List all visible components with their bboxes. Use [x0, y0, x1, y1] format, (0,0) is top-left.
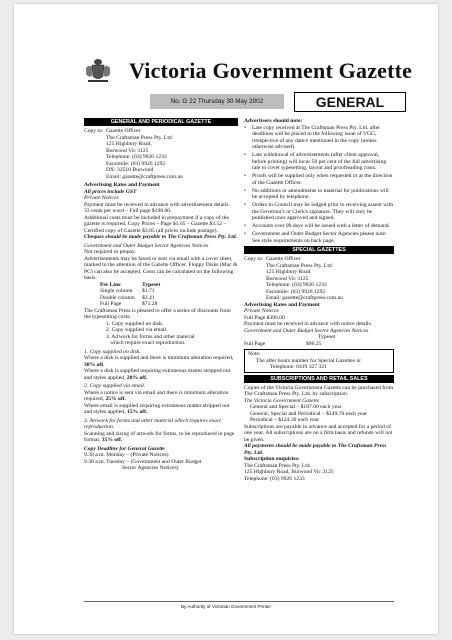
enquiries-heading: Subscription enquiries:: [244, 456, 300, 462]
advertiser-note: [244, 202, 394, 222]
advertiser-note-text: Government and Outer Budget Sector Agencies please note: See style requirements on back page.: [252, 231, 387, 244]
enquiries-line: 125 Highbury Road, Burwood Vic 3125: [244, 469, 334, 475]
rate-table-cell: $3.41: [142, 294, 155, 301]
advertiser-note-text: Proofs will be supplied only when requested or at the direction of the Gazette Officer.: [252, 173, 393, 186]
cover-sheet-text: Advertisements may be faxed or sent via email with a cover sheet, marked to the attention of the Gazette Officer. Floppy Disks (Mac & PC) can also be accepted. Costs can be calculated on the following basis:: [84, 255, 238, 281]
special-full-page: Full Page $396.00: [244, 314, 285, 321]
copy-to-block: [84, 128, 238, 180]
special-gazettes-header: SPECIAL GAZETTES: [244, 246, 394, 254]
discount-intro: The Craftsman Press is pleased to offer a series of discounts from the typesetting costs:: [84, 307, 231, 320]
rate-table-cell: $1.71: [142, 288, 155, 294]
subscriptions-title: The Victoria Government Gazette: [244, 397, 320, 404]
note-label: Note:: [248, 351, 261, 357]
email-discount-b-value: 15% off.: [126, 409, 148, 415]
advertiser-note-text: Late copy received at The Craftsman Press Pty. Ltd. after deadlines will be placed in the following issue of VGG, irrespective of any date/s mentioned in the copy (unless otherwise advised).: [252, 124, 380, 150]
discount-item: 2. Copy supplied via email.: [106, 327, 168, 333]
copy-to-address: [106, 128, 183, 180]
bullet-icon: •: [244, 152, 246, 158]
advertiser-note: [244, 152, 394, 172]
advertiser-note: [244, 125, 394, 151]
footer-authority: By Authority of Victorian Government Printer: [180, 604, 272, 609]
left-column: [84, 118, 238, 472]
additional-costs: Additional costs must be included in prepayment if a copy of the gazette is required. Copy Prices – Page $1.65 – Gazette $3.52 – Certified copy of Gazette $3.85 (all prices include postage).: [84, 214, 229, 234]
disk-discount-b-text: Where a disk is supplied requiring extraneous matter stripped out and styles applied,: [84, 368, 231, 381]
bullet-icon: •: [244, 124, 246, 131]
address-line: 125 Highbury Road: [266, 269, 311, 275]
section-label: GENERAL: [294, 92, 406, 112]
special-govt-notices: Government and Outer Budget Sector Agencies Notices: [244, 327, 369, 334]
govt-notices-label: Government and Outer Budget Sector Agencies Notices: [84, 242, 209, 249]
rate-table-cell: $71.28: [142, 301, 158, 307]
bullet-icon: •: [244, 187, 246, 194]
private-notices-text: Payment must be received in advance with advertisement details.: [84, 201, 230, 208]
not-required-text: Not required to prepay.: [84, 249, 136, 255]
subscriptions-header: SUBSCRIPTIONS AND RETAIL SALES: [244, 375, 394, 383]
address-line: Facsimile: (03) 9926 1292: [106, 160, 166, 167]
subscriptions-payable: Subscriptions are payable in advance and accepted for a period of one year. All subscriptions are on a firm basis and refunds will not be given.: [244, 423, 393, 443]
subscription-line: General, Special and Periodical – $249.70 each year: [250, 410, 367, 417]
advertiser-note: [244, 231, 394, 244]
artwork-discount-value: 35% off.: [101, 437, 123, 443]
deadline-line-cont: Sector Agencies Notices): [122, 465, 179, 471]
special-typeset-label: Typeset: [318, 334, 336, 340]
rate-table-header: Per Line: [100, 281, 121, 288]
cheques-note: Cheques should be made payable to The Craftsman Press Pty. Ltd.: [84, 234, 237, 240]
subscription-line: General and Special – $187.00 each year: [250, 404, 342, 410]
address-line: DX: 32510 Burwood: [106, 167, 154, 173]
address-line: Gazette Officer: [266, 256, 301, 262]
rate-table-cell: Full Page: [100, 301, 122, 307]
disk-discount-a-text: Where a disk is supplied and there is minimum alteration required,: [84, 355, 234, 361]
email-discount-a-value: 25% off.: [105, 396, 126, 402]
subscription-line: Periodical – $124.30 each year: [250, 417, 320, 423]
address-line: The Craftsman Press Pty. Ltd.: [106, 134, 174, 141]
advertiser-note: [244, 188, 394, 201]
email-discount-a-text: Where a notice is sent via email and there is minimum alteration required,: [84, 389, 229, 402]
bullet-icon: •: [244, 223, 246, 229]
after-hours-text: The after hours number for Special Gazettes is:: [256, 357, 362, 364]
artwork-discount-heading: 3. Artwork for forms and other material which requires exact reproduction.: [84, 417, 221, 430]
full-page-label: Full Page: [244, 340, 266, 347]
address-line: 125 Highbury Road,: [106, 141, 152, 147]
after-hours-note: [244, 349, 394, 373]
after-hours-phone: Telephone: 0419 327 321: [270, 364, 327, 370]
advertisers-heading: Advertisers should note:: [244, 118, 303, 124]
advertiser-note: [244, 223, 394, 230]
special-rates-heading: Advertising Rates and Payment: [244, 301, 320, 308]
special-copy-to-block: [244, 256, 394, 302]
address-line: Facsimile: (03) 9926 1292: [266, 288, 326, 295]
disk-discount-b: [84, 368, 238, 381]
disk-discount-b-value: 20% off.: [126, 374, 148, 381]
discount-item: 3. Artwork for forms and other material: [106, 333, 195, 340]
disk-discount-a-value: 30% off.: [84, 361, 105, 368]
address-line: Telephone: (03) 9926 1233: [106, 154, 167, 160]
special-copy-to-address: [266, 256, 343, 302]
copy-to-label: Copy to:: [244, 256, 264, 262]
disk-discount-heading: 1. Copy supplied on disk.: [84, 348, 141, 355]
issue-number-date: No. G 22 Thursday 30 May 2002: [150, 94, 284, 109]
discount-item: 1. Copy supplied on disk.: [106, 320, 164, 327]
discount-item-cont: which require exact reproduction.: [110, 340, 186, 346]
right-column: [244, 118, 394, 482]
advertiser-note-text: Accounts over 90 days will be issued with a letter of demand.: [252, 223, 390, 229]
general-gazette-header: GENERAL AND PERIODICAL GAZETTE: [84, 118, 238, 126]
artwork-discount-text: Scanning and sizing of artwork for forms, to be reproduced in page format,: [84, 430, 235, 443]
advertiser-note-text: Late withdrawal of advertisements (after client approval, before printing) will incur 50 per cent of the full advertising rate to cover typesetting, layout and proofreading costs.: [252, 152, 387, 171]
artwork-discount: [84, 431, 238, 444]
advertiser-note: [244, 173, 394, 186]
bullet-icon: •: [244, 231, 246, 237]
gst-note: All prices include GST: [84, 188, 137, 195]
email-discount-a: [84, 390, 238, 403]
email-discount-heading: 2. Copy supplied via email.: [84, 383, 146, 389]
advertiser-note-text: Orders in Council may be lodged prior to receiving assent with the Governor's or Clerk's signature. They will only be published once approved and signed.: [252, 202, 394, 221]
private-notices-label: Private Notices: [84, 195, 119, 201]
enquiries-line: Telephone: (03) 9926 1233: [244, 475, 305, 482]
word-rate: 33 cents per word – Full page $198.00.: [84, 208, 172, 214]
advertiser-note-text: No additions or amendments to material for publications will be accepted by telephone.: [252, 187, 389, 200]
deadline-line: 9.30 a.m. Monday – (Private Notices): [84, 452, 169, 458]
rate-table-header: Typeset: [142, 281, 161, 288]
email-discount-b-text: Where email is supplied requiring extraneous matter stripped out and styles applied,: [84, 402, 230, 415]
gazette-title: Victoria Government Gazette: [129, 58, 413, 83]
rate-table-cell: Double column: [100, 294, 135, 301]
address-line: Burwood Vic 3125: [266, 275, 309, 282]
address-line: The Craftsman Press Pty. Ltd.: [266, 262, 334, 269]
email-link[interactable]: Email: gazette@craftpress.com.au: [106, 173, 183, 180]
full-page-typeset-value: $96.25: [306, 340, 322, 347]
address-line: Telephone: (03) 9926 1233: [266, 282, 327, 288]
special-full-page-row: [244, 341, 394, 348]
email-discount-b: [84, 403, 238, 416]
special-payment-note: Payment must be received in advance with notice details.: [244, 321, 373, 327]
address-line: Gazette Officer: [106, 128, 141, 134]
rate-table: [84, 282, 238, 308]
disk-discount-a: [84, 355, 238, 368]
subscriptions-intro: Copies of the Victoria Government Gazette can be purchased from The Craftsman Press Pty. Ltd. by subscription.: [244, 384, 394, 397]
coat-of-arms-icon: [84, 56, 112, 84]
copy-to-label: Copy to:: [84, 128, 104, 134]
enquiries-line: The Craftsman Press Pty. Ltd.: [244, 462, 312, 469]
address-line: Burwood Vic 3125: [106, 147, 149, 154]
footer-rule: [84, 601, 394, 602]
payments-note: All payments should be made payable to The Craftsman Press Pty. Ltd.: [244, 443, 387, 456]
rates-heading: Advertising Rates and Payment: [84, 182, 160, 188]
gazette-page: [14, 4, 438, 634]
deadline-line: 9.30 a.m. Tuesday – (Government and Outer Budget: [84, 458, 202, 465]
special-private-notices: Private Notices: [244, 308, 279, 314]
deadline-heading: Copy Deadline for General Gazette: [84, 445, 165, 452]
bullet-icon: •: [244, 173, 246, 179]
rate-table-cell: Single column: [100, 288, 133, 294]
bullet-icon: •: [244, 202, 246, 208]
email-link[interactable]: Email: gazette@craftpress.com.au: [266, 295, 343, 301]
